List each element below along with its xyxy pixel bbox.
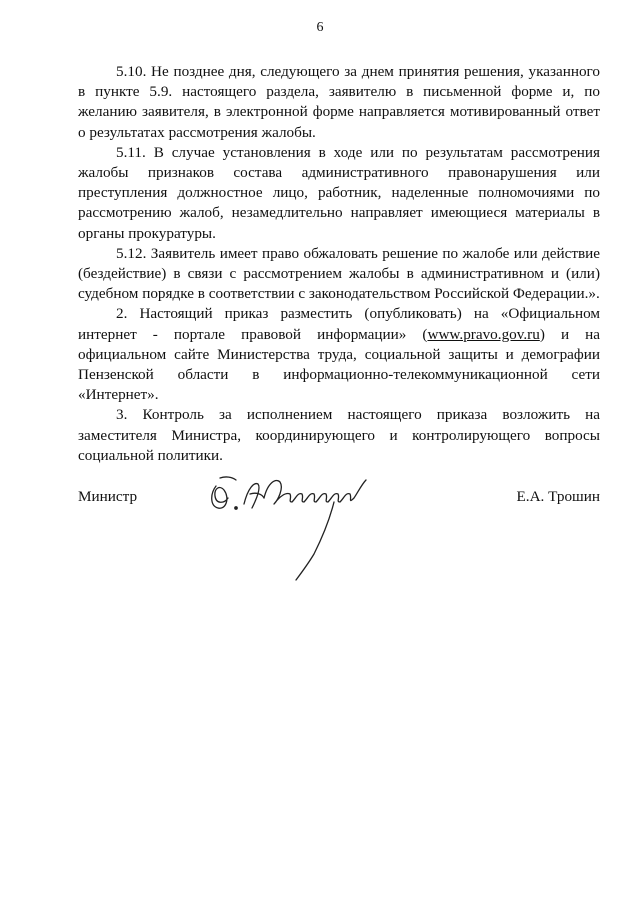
paragraph-3: 3. Контроль за исполнением настоящего приказа возложить на заместителя Министра, координирующего и контролирующего вопросы социальной политики. xyxy=(78,406,600,464)
paragraph-5-10: 5.10. Не позднее дня, следующего за днем принятия решения, указанного в пункте 5.9. настоящего раздела, заявителю в письменной форме и, по желанию заявителя, в электронной форме направляется мотивированный ответ о результатах рассмотрения жалобы. xyxy=(78,63,600,141)
pravo-gov-link[interactable]: www.pravo.gov.ru xyxy=(427,325,540,343)
paragraph-2-text-before: 2. Настоящий приказ разместить (опубликовать) на «Официальном интернет - портале правовой информации» ( xyxy=(78,305,600,343)
page-number: 6 xyxy=(316,20,324,35)
signature-block xyxy=(78,488,600,608)
paragraph-5-12: 5.12. Заявитель имеет право обжаловать решение по жалобе или действие (бездействие) в связи с рассмотрением жалобы в административном и (или) судебном порядке в соответствии с законодательством Российской Федерации.». xyxy=(78,244,600,303)
paragraph-2-text-after: ) и на официальном сайте Министерства труда, социальной защиты и демографии Пензенской области в информационно-телекоммуникационной сети «Интернет». xyxy=(78,325,601,404)
signatory-title: Министр xyxy=(78,488,138,505)
paragraph-2 xyxy=(78,304,600,405)
document-body xyxy=(78,62,600,466)
handwritten-signature xyxy=(206,468,376,588)
signatory-name: Е.А. Трошин xyxy=(516,488,600,505)
paragraph-5-11: 5.11. В случае установления в ходе или по результатам рассмотрения жалобы признаков состава административного правонарушения или преступления должностное лицо, работник, наделенные полномочиями по рассмотрению жалоб, незамедлительно направляет имеющиеся материалы в органы прокуратуры. xyxy=(78,143,600,242)
